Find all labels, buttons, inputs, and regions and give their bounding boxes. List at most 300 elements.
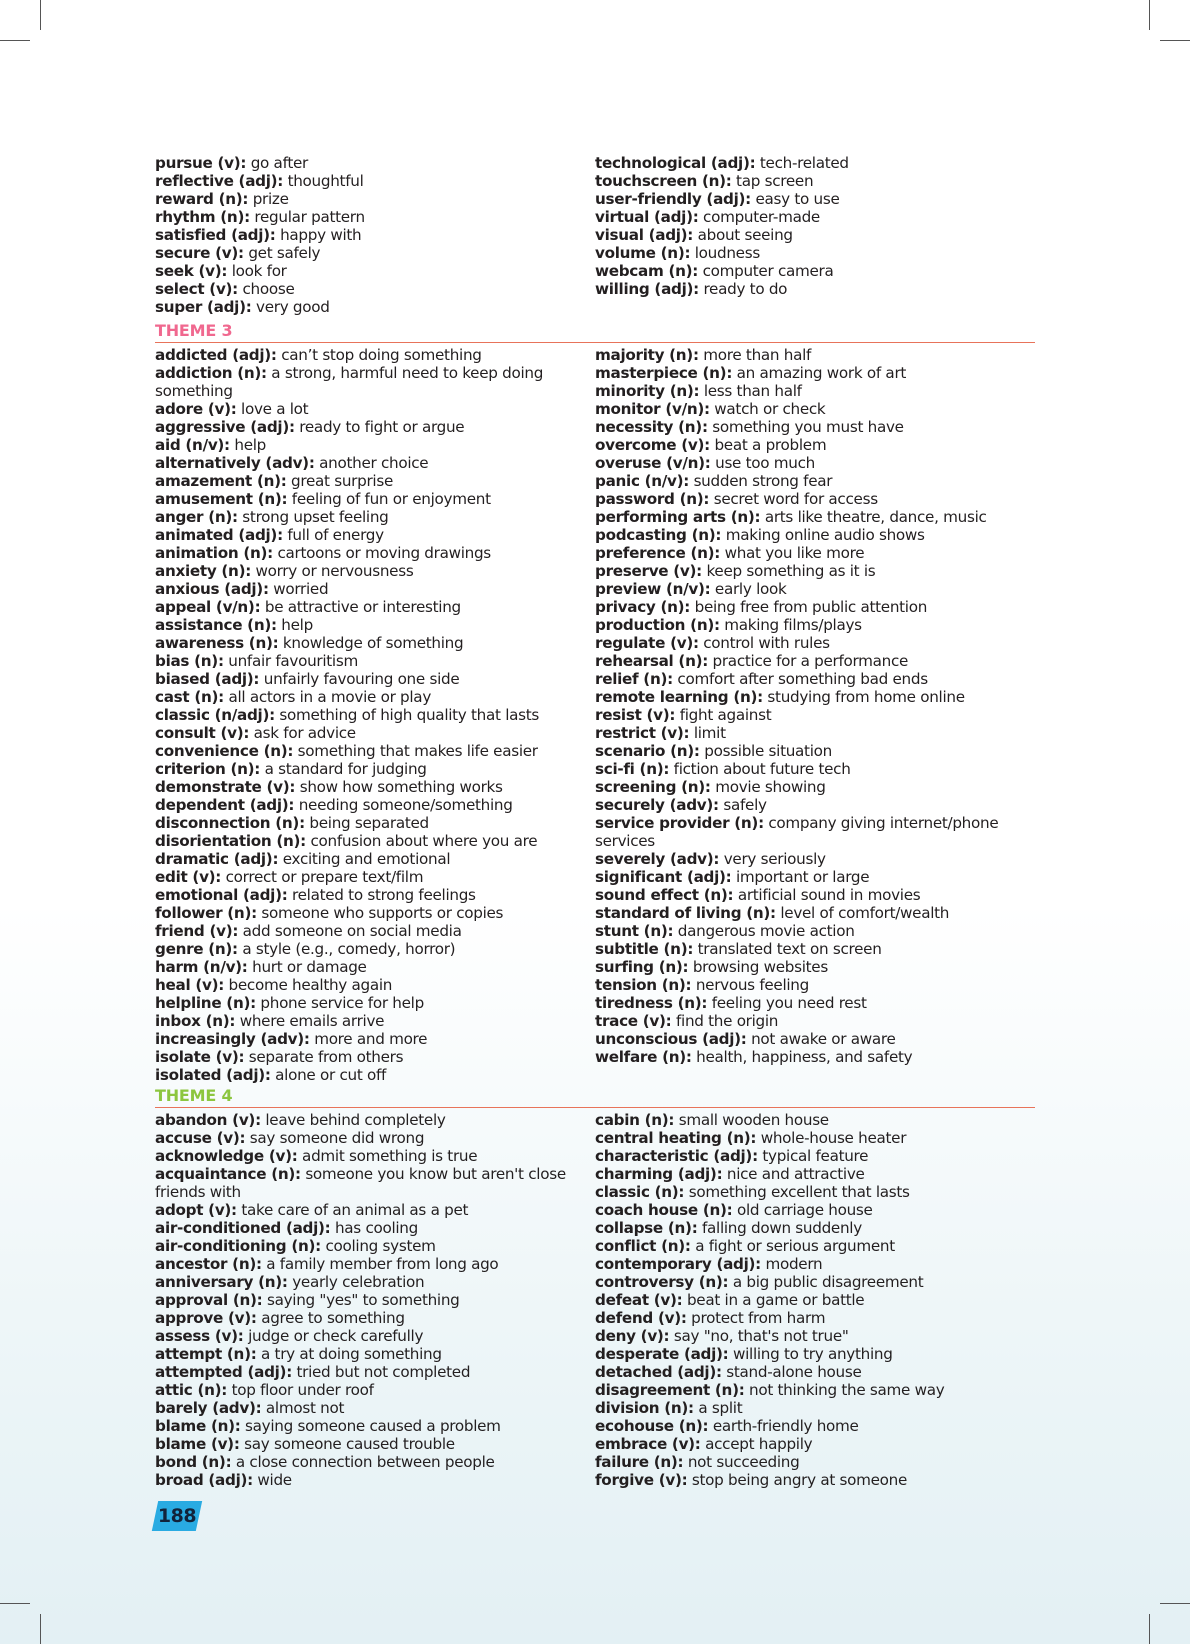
entry-definition: a standard for judging [260,760,427,778]
entry-definition: friends with [155,1183,241,1201]
entry-term: division (n): [595,1399,694,1417]
crop-mark [1160,1603,1190,1604]
entry-term: overuse (v/n): [595,454,711,472]
entry-definition: movie showing [710,778,826,796]
entry-term: virtual (adj): [595,208,699,226]
glossary-entry [595,1417,1035,1435]
glossary-entry [155,280,595,298]
glossary-entry [155,652,595,670]
entry-definition: all actors in a movie or play [223,688,432,706]
left-column [155,1111,595,1489]
entry-definition: saying someone caused a problem [240,1417,501,1435]
entry-term: amazement (n): [155,472,287,490]
entry-term: webcam (n): [595,262,699,280]
entry-definition: a close connection between people [231,1453,495,1471]
glossary-entry [155,454,595,472]
entry-term: desperate (adj): [595,1345,729,1363]
entry-definition: studying from home online [762,688,965,706]
glossary-entry [155,850,595,868]
entry-term: anxious (adj): [155,580,269,598]
glossary-entry [595,1273,1035,1291]
glossary-entry [155,1165,595,1183]
entry-definition: control with rules [698,634,830,652]
entry-term: secure (v): [155,244,244,262]
entry-term: willing (adj): [595,280,699,298]
glossary-entry [155,400,595,418]
glossary-entry [155,1111,595,1129]
glossary-entry [155,298,595,316]
entry-term: welfare (n): [595,1048,692,1066]
entry-definition: early look [710,580,787,598]
entry-term: majority (n): [595,346,699,364]
entry-term: isolate (v): [155,1048,245,1066]
entry-term: minority (n): [595,382,700,400]
entry-term: trace (v): [595,1012,672,1030]
entry-definition: something that makes life easier [293,742,538,760]
entry-term: select (v): [155,280,238,298]
entry-definition: stand-alone house [721,1363,862,1381]
entry-term: barely (adv): [155,1399,262,1417]
entry-definition: level of comfort/wealth [775,904,950,922]
glossary-entry [155,760,595,778]
entry-term: cast (n): [155,688,224,706]
entry-definition: hurt or damage [247,958,367,976]
entry-definition: a style (e.g., comedy, horror) [237,940,456,958]
glossary-entry [595,364,1035,382]
entry-term: severely (adv): [595,850,720,868]
entry-definition: strong upset feeling [237,508,389,526]
entry-term: touchscreen (n): [595,172,732,190]
entry-definition: making online audio shows [721,526,925,544]
glossary-entry [595,1327,1035,1345]
entry-definition: translated text on screen [693,940,882,958]
glossary-entry [595,922,1035,940]
glossary-entry [595,832,1035,850]
entry-definition: computer-made [698,208,820,226]
crop-mark [40,1614,41,1644]
entry-definition: more and more [309,1030,428,1048]
glossary-entry [155,832,595,850]
glossary-entry [155,1237,595,1255]
entry-term: screening (n): [595,778,711,796]
entry-definition: secret word for access [709,490,878,508]
entry-definition: about seeing [693,226,793,244]
entry-definition: become healthy again [224,976,393,994]
entry-term: isolated (adj): [155,1066,271,1084]
entry-definition: exciting and emotional [278,850,451,868]
entry-term: central heating (n): [595,1129,757,1147]
entry-term: follower (n): [155,904,257,922]
entry-definition: be attractive or interesting [260,598,461,616]
glossary-entry [595,850,1035,868]
glossary-entry [155,436,595,454]
entry-definition: choose [237,280,295,298]
entry-definition: has cooling [330,1219,418,1237]
entry-term: anger (n): [155,508,238,526]
glossary-entry [595,670,1035,688]
entry-definition: something of high quality that lasts [274,706,540,724]
entry-definition: prize [248,190,289,208]
entry-term: preference (n): [595,544,721,562]
glossary-entry [155,1030,595,1048]
glossary-entry [155,226,595,244]
entry-term: sound effect (n): [595,886,734,904]
entry-definition: thoughtful [283,172,364,190]
entry-definition: safely [718,796,767,814]
entry-definition: possible situation [699,742,832,760]
entry-term: blame (n): [155,1417,241,1435]
glossary-entry [155,1219,595,1237]
entry-definition: regular pattern [249,208,365,226]
glossary-entry [155,922,595,940]
entry-definition: not thinking the same way [744,1381,945,1399]
entry-term: classic (n/adj): [155,706,275,724]
entry-definition: unfair favouritism [223,652,358,670]
entry-definition: almost not [261,1399,345,1417]
entry-term: stunt (n): [595,922,674,940]
entry-definition: not awake or aware [746,1030,896,1048]
glossary-entry [155,670,595,688]
glossary-entry [155,1381,595,1399]
entry-definition: services [595,832,655,850]
entry-term: standard of living (n): [595,904,776,922]
entry-definition: someone you know but aren't close [300,1165,566,1183]
glossary-entry [155,580,595,598]
glossary-entry [595,1201,1035,1219]
entry-definition: whole-house heater [756,1129,907,1147]
glossary-entry [595,994,1035,1012]
theme-4-section [155,1087,1035,1489]
entry-definition: a family member from long ago [261,1255,499,1273]
entry-term: aid (n/v): [155,436,230,454]
entry-term: broad (adj): [155,1471,253,1489]
glossary-entry [155,742,595,760]
entry-term: service provider (n): [595,814,764,832]
entry-definition: feeling of fun or enjoyment [287,490,491,508]
entry-term: increasingly (adv): [155,1030,310,1048]
entry-term: friend (v): [155,922,239,940]
entry-definition: say someone caused trouble [239,1435,455,1453]
glossary-entry [595,634,1035,652]
entry-term: anxiety (n): [155,562,251,580]
entry-definition: find the origin [671,1012,779,1030]
glossary-entry [595,1399,1035,1417]
entry-term: disorientation (n): [155,832,306,850]
glossary-entry [155,1471,595,1489]
glossary-entry [155,1291,595,1309]
entry-term: sci-fi (n): [595,760,670,778]
entry-term: significant (adj): [595,868,732,886]
glossary-entry [595,652,1035,670]
entry-term: satisfied (adj): [155,226,276,244]
entry-definition: correct or prepare text/film [221,868,424,886]
entry-definition: wide [252,1471,292,1489]
glossary-entry [155,958,595,976]
entry-term: deny (v): [595,1327,670,1345]
entry-definition: separate from others [244,1048,404,1066]
entry-definition: alone or cut off [270,1066,387,1084]
entry-definition: arts like theatre, dance, music [760,508,987,526]
entry-term: aggressive (adj): [155,418,295,436]
entry-term: scenario (n): [595,742,700,760]
glossary-entry [155,1417,595,1435]
glossary-entry [155,472,595,490]
entry-term: addiction (n): [155,364,267,382]
glossary-entry [155,634,595,652]
entry-definition: sudden strong fear [689,472,833,490]
entry-definition: confusion about where you are [305,832,538,850]
glossary-entry [155,886,595,904]
entry-term: harm (n/v): [155,958,248,976]
entry-term: assess (v): [155,1327,244,1345]
glossary-entry [595,244,1035,262]
entry-definition: can’t stop doing something [276,346,482,364]
entry-definition: love a lot [236,400,309,418]
entry-term: contemporary (adj): [595,1255,761,1273]
glossary-entry [155,1129,595,1147]
entry-term: preserve (v): [595,562,702,580]
glossary-entry [155,1327,595,1345]
glossary-entry [595,724,1035,742]
entry-term: visual (adj): [595,226,694,244]
entry-definition: take care of an animal as a pet [236,1201,469,1219]
entry-term: securely (adv): [595,796,719,814]
entry-definition: another choice [314,454,429,472]
entry-term: reflective (adj): [155,172,284,190]
glossary-entry [155,1066,595,1084]
glossary-entry [155,1183,595,1201]
glossary-entry [595,1255,1035,1273]
entry-term: heal (v): [155,976,225,994]
entry-term: privacy (n): [595,598,691,616]
entry-definition: very good [251,298,330,316]
glossary-entry [595,1237,1035,1255]
entry-definition: beat a problem [709,436,827,454]
entry-definition: leave behind completely [260,1111,446,1129]
entry-definition: something excellent that lasts [684,1183,910,1201]
entry-term: edit (v): [155,868,222,886]
entry-definition: tech-related [755,154,849,172]
crop-mark [0,1603,30,1604]
glossary-entry [595,190,1035,208]
entry-definition: nice and attractive [722,1165,865,1183]
glossary-entry [155,1345,595,1363]
left-column [155,154,595,316]
glossary-entry [595,1183,1035,1201]
entry-term: regulate (v): [595,634,699,652]
glossary-entry [155,1012,595,1030]
entry-term: panic (n/v): [595,472,690,490]
glossary-entry [595,154,1035,172]
glossary-entry [595,742,1035,760]
glossary-entry [595,226,1035,244]
entry-definition: a fight or serious argument [690,1237,895,1255]
right-column [595,346,1035,1084]
entry-definition: needing someone/something [294,796,513,814]
entry-definition: typical feature [757,1147,869,1165]
left-column [155,346,595,1084]
entry-term: appeal (v/n): [155,598,261,616]
entry-term: bond (n): [155,1453,232,1471]
glossary-entry [595,1291,1035,1309]
entry-definition: less than half [699,382,802,400]
entry-definition: feeling you need rest [707,994,867,1012]
entry-term: attempted (adj): [155,1363,292,1381]
entry-definition: health, happiness, and safety [691,1048,913,1066]
glossary-entry [595,1345,1035,1363]
glossary-entry [595,1048,1035,1066]
glossary-entry [595,688,1035,706]
glossary-entry [155,814,595,832]
entry-term: remote learning (n): [595,688,763,706]
glossary-entry [595,544,1035,562]
entry-definition: tried but not completed [291,1363,471,1381]
entry-definition: cooling system [320,1237,436,1255]
entry-definition: an amazing work of art [732,364,907,382]
entry-term: biased (adj): [155,670,260,688]
glossary-entry [595,400,1035,418]
glossary-entry [595,1471,1035,1489]
entry-definition: making films/plays [719,616,862,634]
glossary-entry [155,1273,595,1291]
entry-term: dramatic (adj): [155,850,279,868]
entry-definition: show how something works [295,778,503,796]
glossary-entry [155,706,595,724]
glossary-entry [155,208,595,226]
entry-definition: being separated [304,814,429,832]
glossary-entry [155,418,595,436]
glossary-entry [595,418,1035,436]
entry-term: technological (adj): [595,154,756,172]
entry-definition: cartoons or moving drawings [272,544,491,562]
entry-definition: knowledge of something [278,634,464,652]
glossary-entry [155,1363,595,1381]
glossary-entry [595,1381,1035,1399]
glossary-entry [155,244,595,262]
entry-term: overcome (v): [595,436,710,454]
crop-mark [0,40,30,41]
entry-definition: use too much [710,454,815,472]
entry-term: user-friendly (adj): [595,190,751,208]
entry-definition: phone service for help [255,994,424,1012]
entry-definition: tap screen [731,172,814,190]
entry-term: podcasting (n): [595,526,722,544]
entry-definition: accept happily [700,1435,813,1453]
glossary-continuation [155,154,1035,316]
entry-term: reward (n): [155,190,249,208]
glossary-entry [595,262,1035,280]
crop-mark [40,0,41,30]
glossary-entry [595,346,1035,364]
entry-term: blame (v): [155,1435,240,1453]
entry-term: demonstrate (v): [155,778,296,796]
entry-definition: great surprise [286,472,393,490]
entry-term: rehearsal (n): [595,652,708,670]
entry-definition: stop being angry at someone [687,1471,908,1489]
entry-definition: modern [760,1255,823,1273]
glossary-entry [595,1111,1035,1129]
entry-term: monitor (v/n): [595,400,710,418]
entry-term: rhythm (n): [155,208,250,226]
entry-term: pursue (v): [155,154,247,172]
entry-definition: protect from harm [686,1309,826,1327]
entry-definition: browsing websites [688,958,828,976]
entry-definition: a big public disagreement [728,1273,924,1291]
glossary-entry [595,172,1035,190]
glossary-entry [595,454,1035,472]
glossary-entry [595,1030,1035,1048]
entry-term: dependent (adj): [155,796,295,814]
entry-term: convenience (n): [155,742,294,760]
glossary-entry [595,562,1035,580]
glossary-entry [595,760,1035,778]
glossary-entry [595,814,1035,832]
glossary-entry [155,1147,595,1165]
entry-term: attic (n): [155,1381,228,1399]
entry-definition: look for [227,262,287,280]
glossary-entry [595,1012,1035,1030]
entry-term: acknowledge (v): [155,1147,298,1165]
glossary-entry [595,1147,1035,1165]
entry-definition: ready to do [698,280,788,298]
entry-definition: yearly celebration [287,1273,425,1291]
entry-definition: saying "yes" to something [262,1291,460,1309]
entry-term: tension (n): [595,976,692,994]
entry-term: attempt (n): [155,1345,257,1363]
entry-definition: beat in a game or battle [682,1291,865,1309]
entry-term: addicted (adj): [155,346,277,364]
entry-definition: company giving internet/phone [763,814,999,832]
entry-term: tiredness (n): [595,994,708,1012]
glossary-entry [595,1219,1035,1237]
glossary-entry [155,364,595,382]
entry-definition: being free from public attention [690,598,928,616]
entry-term: assistance (n): [155,616,277,634]
entry-definition: willing to try anything [728,1345,893,1363]
entry-term: subtitle (n): [595,940,694,958]
glossary-entry [155,1399,595,1417]
glossary-entry [595,796,1035,814]
glossary-entry [595,508,1035,526]
glossary-entry [155,508,595,526]
glossary-entry [155,688,595,706]
entry-term: amusement (n): [155,490,288,508]
glossary-entry [155,796,595,814]
glossary-entry [595,904,1035,922]
entry-term: emotional (adj): [155,886,288,904]
glossary-entry [155,868,595,886]
crop-mark [1160,40,1190,41]
theme-3-heading: THEME 3 [155,322,1035,343]
glossary-entry [595,436,1035,454]
entry-definition: ready to fight or argue [294,418,465,436]
glossary-entry [595,1129,1035,1147]
glossary-entry [155,562,595,580]
glossary-entry [595,472,1035,490]
crop-mark [1149,1614,1150,1644]
glossary-entry [595,976,1035,994]
entry-term: relief (n): [595,670,673,688]
entry-term: classic (n): [595,1183,685,1201]
glossary-entry [155,1201,595,1219]
entry-definition: something you must have [707,418,904,436]
glossary-entry [595,490,1035,508]
entry-definition: computer camera [698,262,834,280]
entry-definition: go after [246,154,308,172]
entry-definition: add someone on social media [238,922,462,940]
entry-definition: get safely [243,244,321,262]
entry-definition: full of energy [282,526,384,544]
